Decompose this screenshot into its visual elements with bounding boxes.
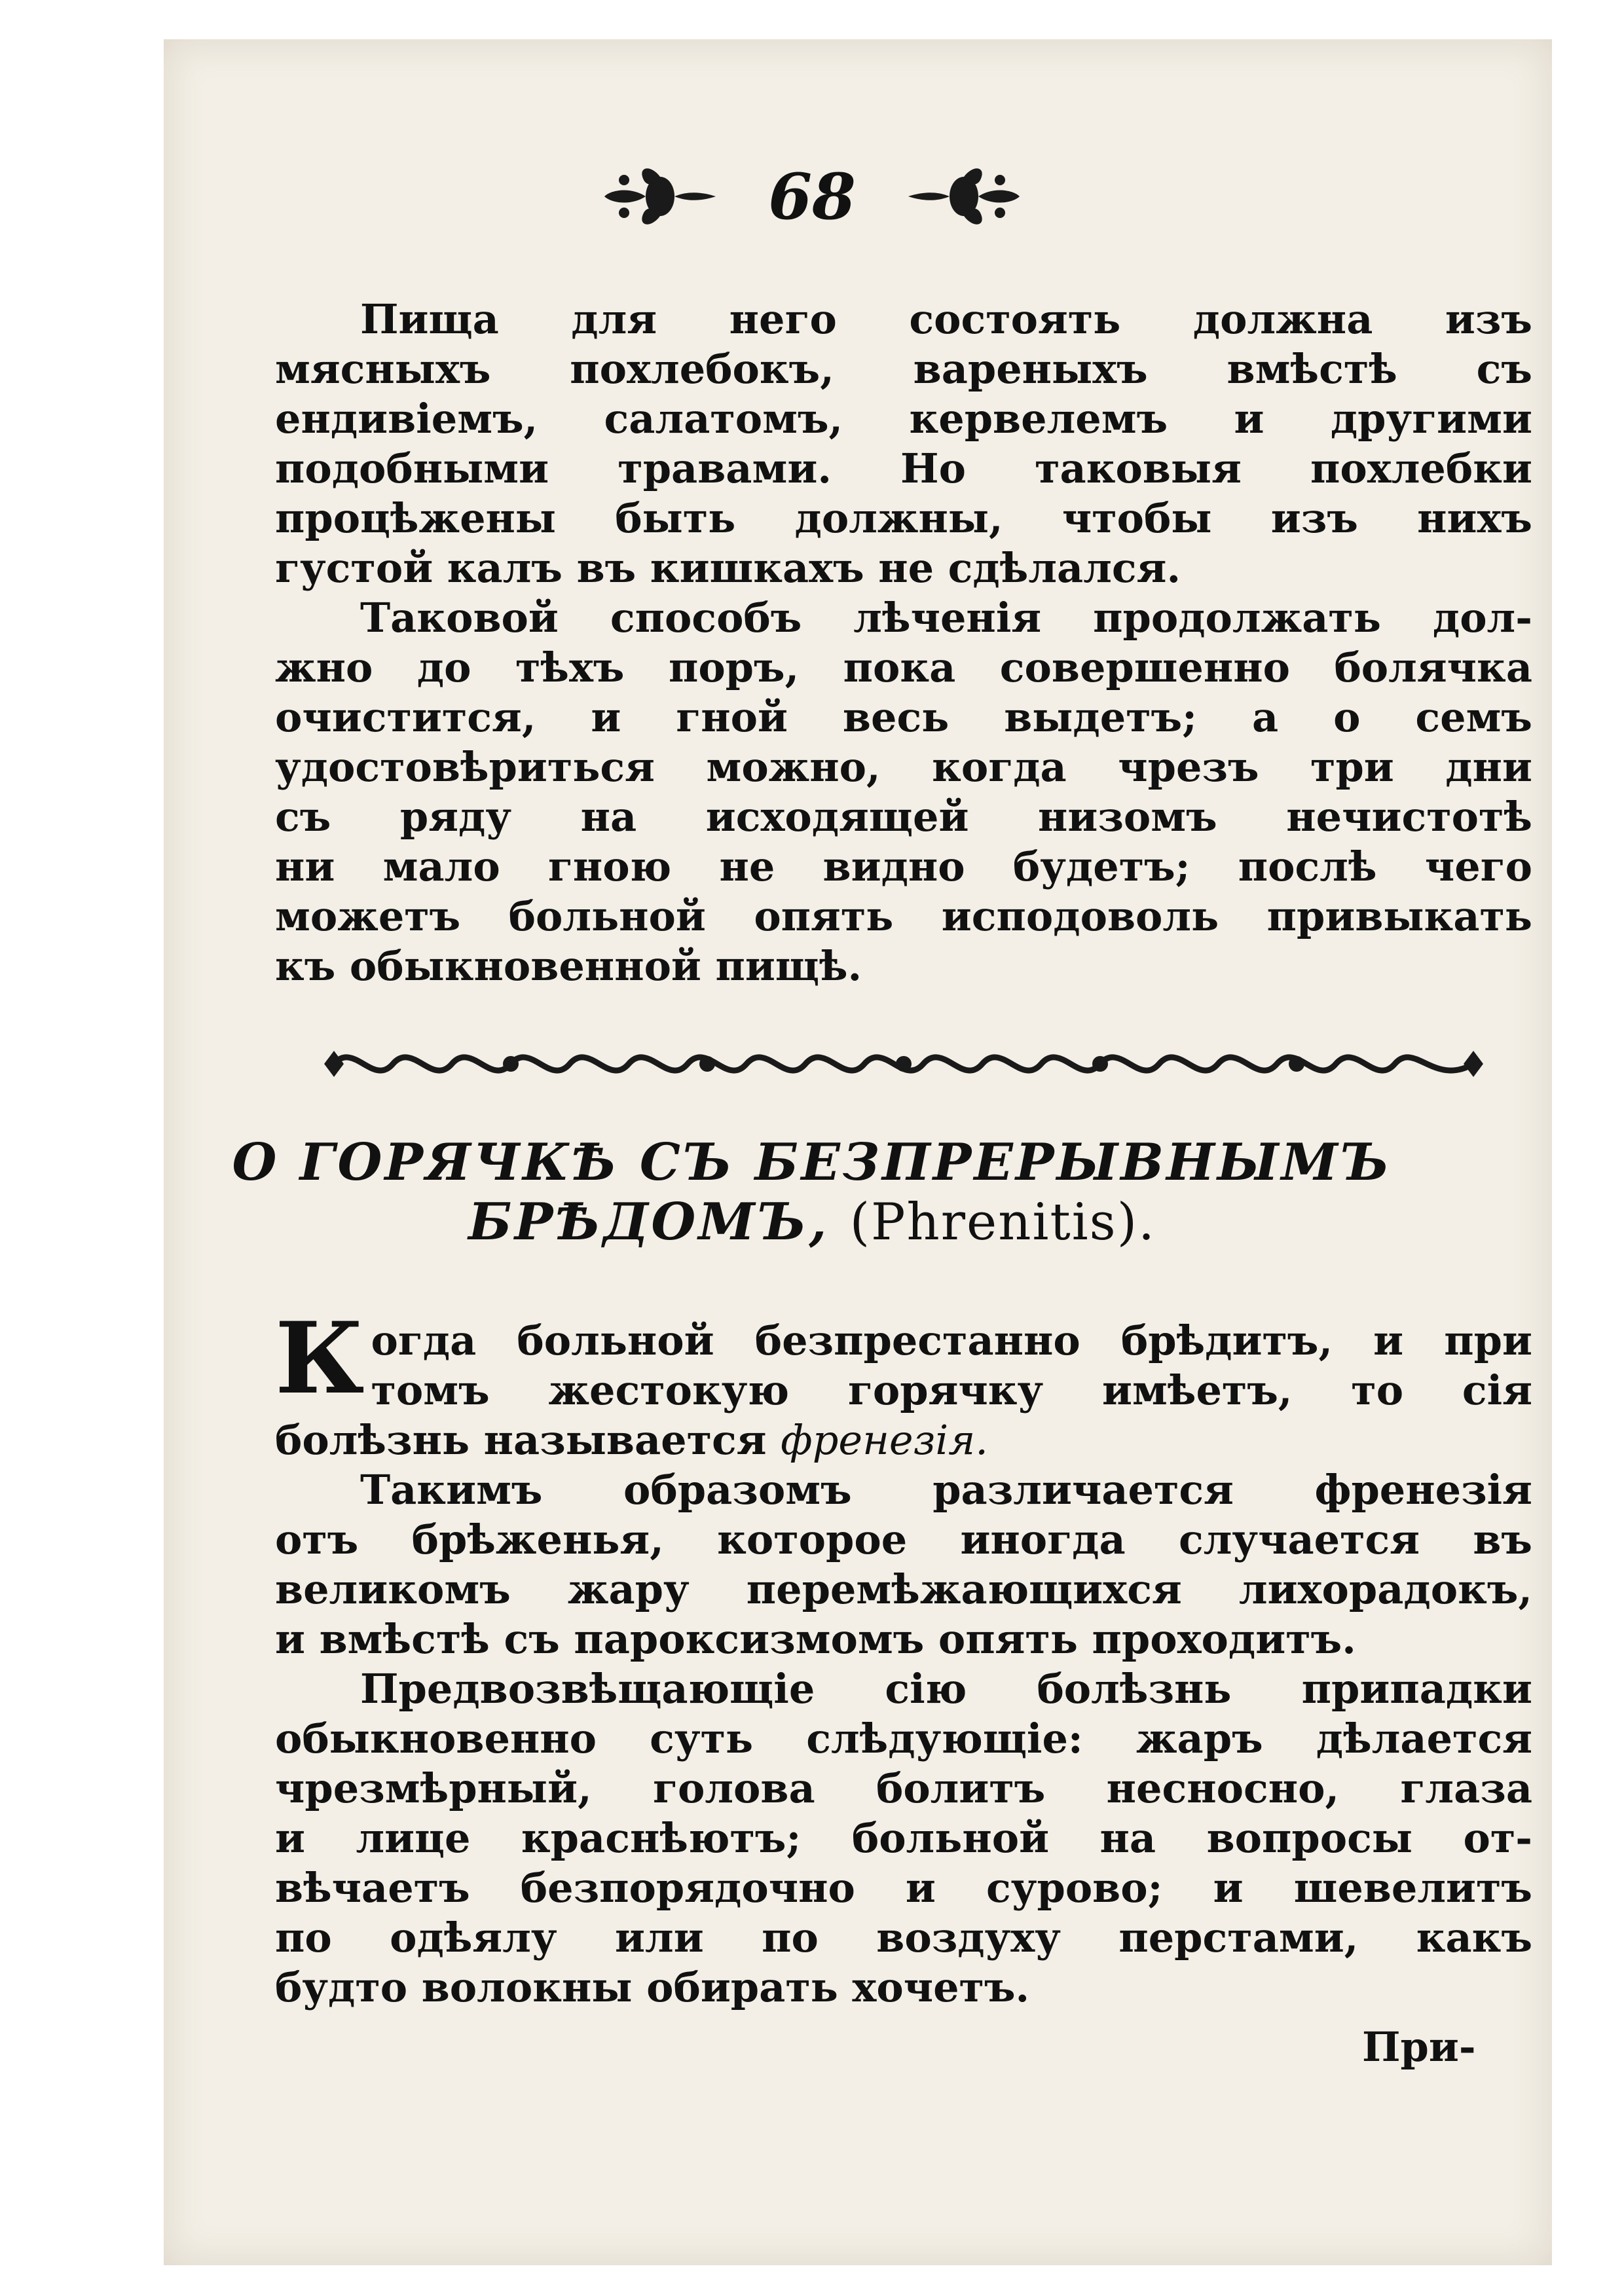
section-title-line-1: О ГОРЯЧКѢ СЪ БЕЗПРЕРЫВНЫМЪ xyxy=(232,1133,1392,1192)
section-title-word: БРѢДОМЪ, xyxy=(468,1192,830,1252)
text-line: будто волокны обирать хочетъ. xyxy=(275,1963,1030,2011)
text-line: можетъ больной опять исподоволь привыкать xyxy=(275,892,1532,940)
text-line: и вмѣстѣ съ пароксизмомъ опять проходитъ. xyxy=(275,1615,1356,1663)
text-fragment: болѣзнь называется xyxy=(275,1416,767,1464)
drop-cap: К xyxy=(275,1301,365,1416)
left-fleuron-icon xyxy=(598,160,722,232)
ornamental-rule-icon xyxy=(314,1034,1493,1093)
text-line: Пища для него состоять должна изъ xyxy=(360,295,1532,343)
text-line: чрезмѣрный, голова болитъ несносно, глаза xyxy=(275,1764,1532,1812)
text-line: по одѣялу или по воздуху перстами, какъ xyxy=(275,1914,1532,1961)
text-line: процѣжены быть должны, чтобы изъ нихъ xyxy=(275,494,1532,542)
page-header xyxy=(0,147,1624,246)
paragraph-1 xyxy=(275,295,1532,593)
text-line: Таковой способъ лѣченія продолжать дол- xyxy=(360,594,1532,642)
section-title-latin: (Phrenitis). xyxy=(849,1193,1156,1252)
text-line: густой калъ въ кишкахъ не сдѣлался. xyxy=(275,544,1181,592)
section-title-line-2 xyxy=(196,1192,1428,1252)
text-line: мясныхъ похлебокъ, вареныхъ вмѣстѣ съ xyxy=(275,345,1532,393)
italic-term: френезія. xyxy=(781,1416,989,1464)
text-line: съ ряду на исходящей низомъ нечистотѣ xyxy=(275,793,1532,841)
text-line: томъ жестокую горячку имѣетъ, то сія xyxy=(371,1366,1532,1414)
section-title xyxy=(196,1133,1428,1252)
text-line: обыкновенно суть слѣдующіе: жаръ дѣлается xyxy=(275,1715,1532,1762)
text-line: вѣчаетъ безпорядочно и сурово; и шевелитъ xyxy=(275,1864,1532,1912)
text-line: Такимъ образомъ различается френезія xyxy=(360,1466,1532,1514)
text-line: ендивіемъ, салатомъ, кервелемъ и другими xyxy=(275,395,1532,443)
text-line: жно до тѣхъ поръ, пока совершенно болячка xyxy=(275,644,1532,691)
paragraph-4 xyxy=(275,1465,1532,1664)
text-line: удостовѣриться можно, когда чрезъ три дни xyxy=(275,743,1532,791)
text-line: къ обыкновенной пищѣ. xyxy=(275,942,862,990)
text-line: великомъ жару перемѣжающихся лихорадокъ, xyxy=(275,1565,1532,1613)
text-line xyxy=(275,1415,1532,1465)
text-line: Предвозвѣщающіе сію болѣзнь припадки xyxy=(360,1665,1532,1713)
right-fleuron-icon xyxy=(902,160,1026,232)
paragraph-3 xyxy=(275,1301,1532,1465)
page-number: 68 xyxy=(768,159,856,234)
text-line: и лице краснѣютъ; больной на вопросы от- xyxy=(275,1814,1532,1862)
catchword: При- xyxy=(1362,2023,1476,2071)
text-line: отъ брѣженья, которое иногда случается въ xyxy=(275,1516,1532,1563)
text-line: подобными травами. Но таковыя похлебки xyxy=(275,445,1532,492)
text-line: огда больной безпрестанно брѣдитъ, и при xyxy=(371,1317,1532,1364)
text-line: ни мало гною не видно будетъ; послѣ чего xyxy=(275,843,1532,890)
paragraph-2 xyxy=(275,593,1532,991)
paragraph-5 xyxy=(275,1664,1532,2013)
text-line: очистится, и гной весь выдетъ; а о семъ xyxy=(275,693,1532,741)
